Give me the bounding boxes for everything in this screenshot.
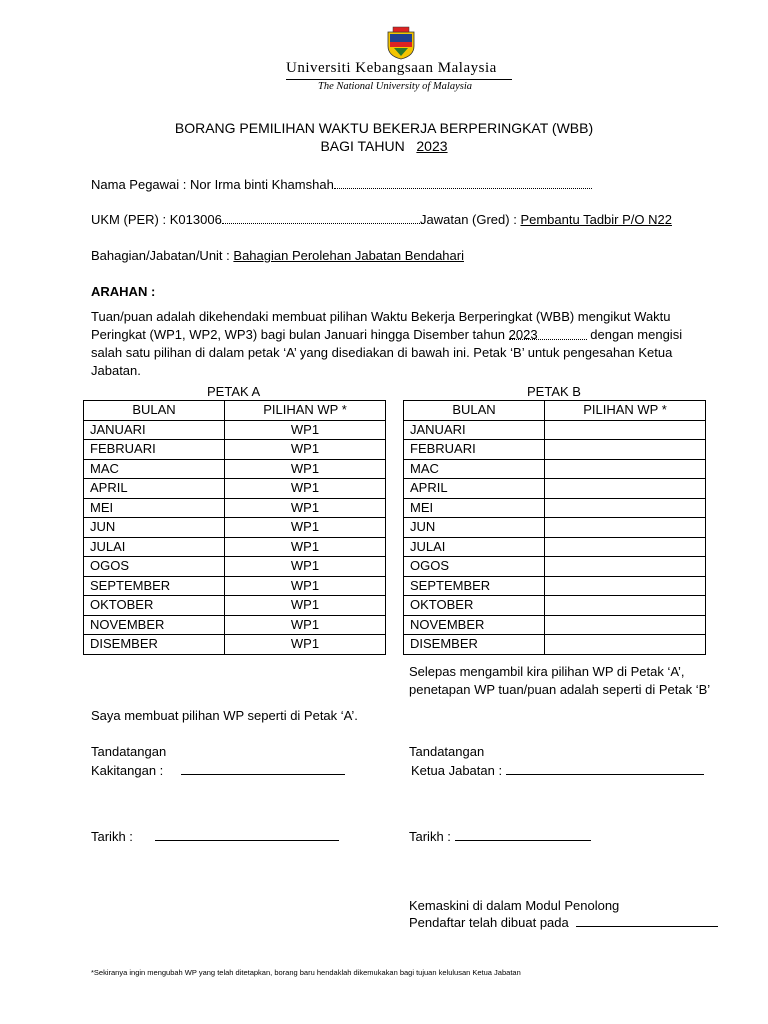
arahan-paragraph [91,308,711,380]
petak-b-bulan-cell: APRIL [404,479,545,499]
petak-b-bulan-cell: DISEMBER [404,635,545,655]
ukm-value: K013006 [169,212,222,227]
petak-b-pilihan-wp-cell[interactable] [545,518,706,538]
petak-b-title: PETAK B [527,384,581,399]
bahagian-value: Bahagian Perolehan Jabatan Bendahari [233,248,464,263]
tarikh-right-line[interactable] [455,829,591,841]
petak-b-row [404,537,706,557]
petak-b-bulan-cell: JANUARI [404,420,545,440]
bahagian-label: Bahagian/Jabatan/Unit : [91,248,230,263]
petak-b-row [404,576,706,596]
petak-a-row [84,557,386,577]
petak-a-pilihan-wp-cell[interactable]: WP1 [225,596,386,616]
petak-a-pilihan-wp-cell[interactable]: WP1 [225,459,386,479]
nama-label: Nama Pegawai : [91,177,187,192]
petak-a-pilihan-wp-cell[interactable]: WP1 [225,498,386,518]
kakitangan-label: Kakitangan : [91,763,164,778]
jawatan-row [420,212,672,227]
petak-b-pilihan-wp-cell[interactable] [545,576,706,596]
footnote: *Sekiranya ingin mengubah WP yang telah ditetapkan, borang baru hendaklah dikemukakan bagi tujuan kelulusan Ketua Jabatan [91,968,521,977]
petak-b-note-line1: Selepas mengambil kira pilihan WP di Petak ‘A’, [409,664,685,679]
petak-b-row [404,596,706,616]
tarikh-left-line[interactable] [155,829,339,841]
ketua-jabatan-signature-line[interactable] [506,763,704,775]
tarikh-right-label: Tarikh : [409,829,451,844]
petak-a-col-bulan: BULAN [84,401,225,421]
petak-b-header-row [404,401,706,421]
petak-b-pilihan-wp-cell[interactable] [545,596,706,616]
nama-dotted-line [334,177,592,189]
nama-value: Nor Irma binti Khamshah [190,177,334,192]
petak-a-bulan-cell: MEI [84,498,225,518]
petak-b-pilihan-wp-cell[interactable] [545,459,706,479]
petak-a-pilihan-wp-cell[interactable]: WP1 [225,635,386,655]
petak-a-row [84,440,386,460]
petak-a-bulan-cell: JUN [84,518,225,538]
ukm-crest-logo [384,26,418,60]
petak-a-pilihan-wp-cell[interactable]: WP1 [225,557,386,577]
petak-b-row [404,479,706,499]
petak-b-row [404,518,706,538]
petak-a-pilihan-wp-cell[interactable]: WP1 [225,537,386,557]
petak-b-row [404,557,706,577]
petak-b-bulan-cell: NOVEMBER [404,615,545,635]
petak-b-pilihan-wp-cell[interactable] [545,498,706,518]
petak-b-bulan-cell: FEBRUARI [404,440,545,460]
petak-b-pilihan-wp-cell[interactable] [545,440,706,460]
petak-a-pilihan-wp-cell[interactable]: WP1 [225,615,386,635]
jawatan-value: Pembantu Tadbir P/O N22 [520,212,672,227]
petak-b-pilihan-wp-cell[interactable] [545,420,706,440]
petak-b-bulan-cell: SEPTEMBER [404,576,545,596]
petak-a-row [84,459,386,479]
form-year: 2023 [416,138,448,154]
petak-a-bulan-cell: JANUARI [84,420,225,440]
petak-a-bulan-cell: OKTOBER [84,596,225,616]
petak-a-bulan-cell: MAC [84,459,225,479]
tarikh-right-row [409,829,591,844]
petak-a-row [84,518,386,538]
petak-a-row [84,498,386,518]
petak-a-table [83,400,386,655]
petak-a-row [84,615,386,635]
petak-a-bulan-cell: OGOS [84,557,225,577]
saya-statement: Saya membuat pilihan WP seperti di Petak ‘A’. [91,708,358,723]
tandatangan-right: Tandatangan [409,744,485,759]
arahan-year-field [509,326,587,340]
tandatangan-left: Tandatangan [91,744,167,759]
jawatan-label: Jawatan (Gred) : [420,212,517,227]
petak-a-row [84,576,386,596]
petak-b-pilihan-wp-cell[interactable] [545,557,706,577]
petak-b-pilihan-wp-cell[interactable] [545,479,706,499]
petak-b-bulan-cell: JULAI [404,537,545,557]
petak-b-bulan-cell: OKTOBER [404,596,545,616]
petak-a-pilihan-wp-cell[interactable]: WP1 [225,479,386,499]
bahagian-row [91,248,464,263]
petak-a-pilihan-wp-cell[interactable]: WP1 [225,518,386,538]
arahan-text-2: dengan mengisi salah satu pilihan di dalam petak ‘A’ yang disediakan di bawah ini. Petak ‘B’ untuk pengesahan Ketua Jabatan. [91,327,683,378]
petak-b-pilihan-wp-cell[interactable] [545,537,706,557]
petak-b-bulan-cell: JUN [404,518,545,538]
kemaskini-line2: Pendaftar telah dibuat pada [409,915,569,930]
header-divider [286,79,512,80]
petak-a-pilihan-wp-cell[interactable]: WP1 [225,576,386,596]
tarikh-left-label: Tarikh : [91,829,133,844]
form-title: BORANG PEMILIHAN WAKTU BEKERJA BERPERINGKAT (WBB) [174,120,594,136]
kemaskini-row [409,915,718,930]
petak-b-row [404,459,706,479]
arahan-heading: ARAHAN : [91,284,156,299]
petak-b-row [404,615,706,635]
petak-b-bulan-cell: OGOS [404,557,545,577]
petak-a-row [84,479,386,499]
kemaskini-line1: Kemaskini di dalam Modul Penolong [409,898,620,913]
kakitangan-signature-line[interactable] [181,763,345,775]
petak-b-pilihan-wp-cell[interactable] [545,615,706,635]
petak-a-bulan-cell: NOVEMBER [84,615,225,635]
petak-a-pilihan-wp-cell[interactable]: WP1 [225,420,386,440]
petak-a-bulan-cell: FEBRUARI [84,440,225,460]
kakitangan-row [91,763,345,778]
tarikh-left-row [91,829,339,844]
nama-pegawai-row [91,177,592,192]
ketua-jabatan-label: Ketua Jabatan : [411,763,503,778]
petak-b-bulan-cell: MEI [404,498,545,518]
petak-a-row [84,635,386,655]
petak-a-col-pilihan: PILIHAN WP * [225,401,386,421]
petak-a-bulan-cell: JULAI [84,537,225,557]
petak-a-row [84,420,386,440]
ukm-label: UKM (PER) : [91,212,167,227]
petak-a-row [84,596,386,616]
petak-b-row [404,498,706,518]
kemaskini-date-line[interactable] [576,915,718,927]
petak-a-bulan-cell: DISEMBER [84,635,225,655]
petak-a-header-row [84,401,386,421]
ketua-jabatan-row [411,763,704,778]
petak-a-bulan-cell: APRIL [84,479,225,499]
petak-b-row [404,420,706,440]
petak-b-note-line2: penetapan WP tuan/puan adalah seperti di Petak ‘B’ [409,682,711,697]
petak-b-col-bulan: BULAN [404,401,545,421]
petak-b-col-pilihan: PILIHAN WP * [545,401,706,421]
petak-a-bulan-cell: SEPTEMBER [84,576,225,596]
ukm-per-row [91,212,424,227]
bagi-tahun-label: BAGI TAHUN [320,138,405,154]
university-subtitle: The National University of Malaysia [318,81,472,92]
petak-a-pilihan-wp-cell[interactable]: WP1 [225,440,386,460]
ukm-dotted-line [222,212,424,224]
arahan-text-1: Tuan/puan adalah dikehendaki membuat pilihan Waktu Bekerja Berperingkat (WBB) mengikut Waktu Peringkat (WP1, WP2, WP3) bagi bulan Januari hingga Disember tahun [91,309,671,342]
arahan-year: 2023 [508,327,538,342]
petak-b-row [404,440,706,460]
petak-b-bulan-cell: MAC [404,459,545,479]
university-name: Universiti Kebangsaan Malaysia [286,60,497,76]
petak-a-row [84,537,386,557]
petak-a-title: PETAK A [207,384,261,399]
form-title-year-line [0,138,768,154]
petak-b-row [404,635,706,655]
petak-b-table [403,400,706,655]
petak-b-pilihan-wp-cell[interactable] [545,635,706,655]
